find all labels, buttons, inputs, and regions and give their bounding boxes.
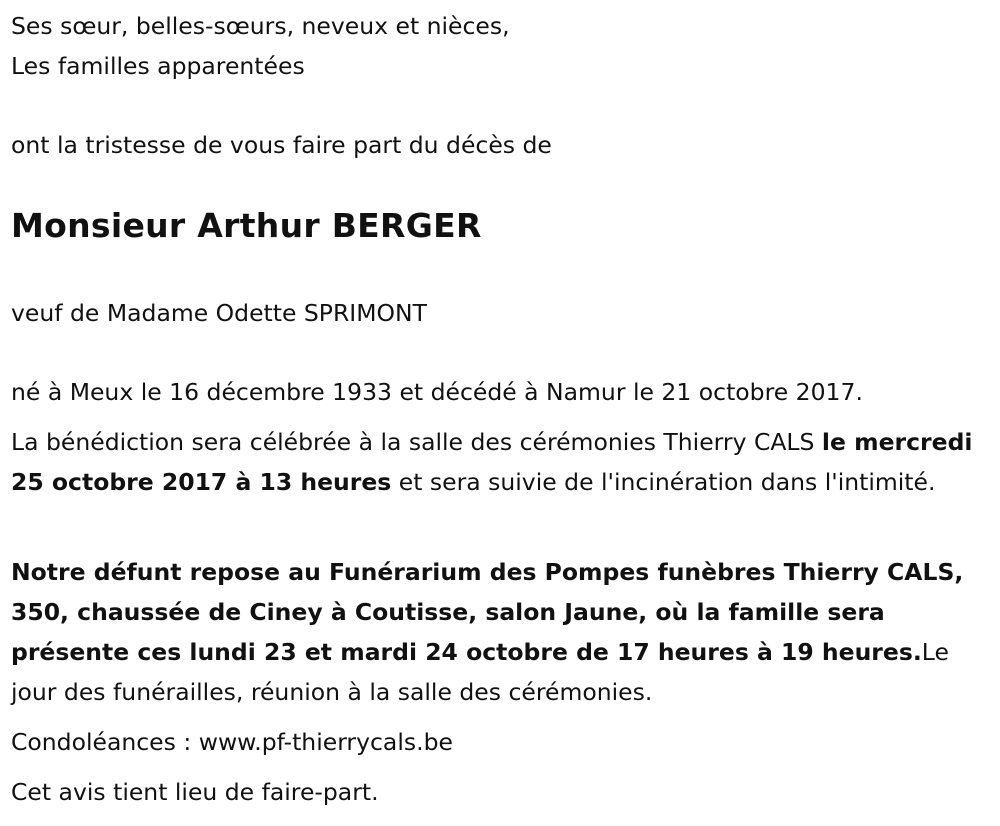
viewing-paragraph (11, 552, 993, 712)
closing-text: Cet avis tient lieu de faire-part. (11, 778, 379, 806)
ceremony-paragraph (11, 422, 986, 502)
ceremony-text-after: et sera suivie de l'incinération dans l'intimité. (391, 468, 936, 496)
funeral-day-note: Le jour des funérailles, réunion à la salle des cérémonies. (11, 638, 949, 706)
spouse-text: veuf de Madame Odette SPRIMONT (11, 299, 427, 327)
ceremony-date: le mercredi 25 octobre 2017 à 13 heures (11, 428, 973, 496)
ceremony-text-before: La bénédiction sera célébrée à la salle des cérémonies Thierry CALS (11, 428, 822, 456)
condolences-text: Condoléances : www.pf-thierrycals.be (11, 728, 453, 756)
intro-text: ont la tristesse de vous faire part du décès de (11, 131, 552, 159)
family-line-1: Ses sœur, belles-sœurs, neveux et nièces, (11, 12, 510, 40)
birth-death-text: né à Meux le 16 décembre 1933 et décédé à Namur le 21 octobre 2017. (11, 378, 863, 406)
deceased-name: Monsieur Arthur BERGER (11, 206, 482, 245)
family-line-2: Les familles apparentées (11, 52, 305, 80)
viewing-details: Notre défunt repose au Funérarium des Pompes funèbres Thierry CALS, 350, chaussée de Ciney à Coutisse, salon Jaune, où la famille sera présente ces lundi 23 et mardi 24 octobre de 17 heures à 19 heures. (11, 558, 964, 666)
